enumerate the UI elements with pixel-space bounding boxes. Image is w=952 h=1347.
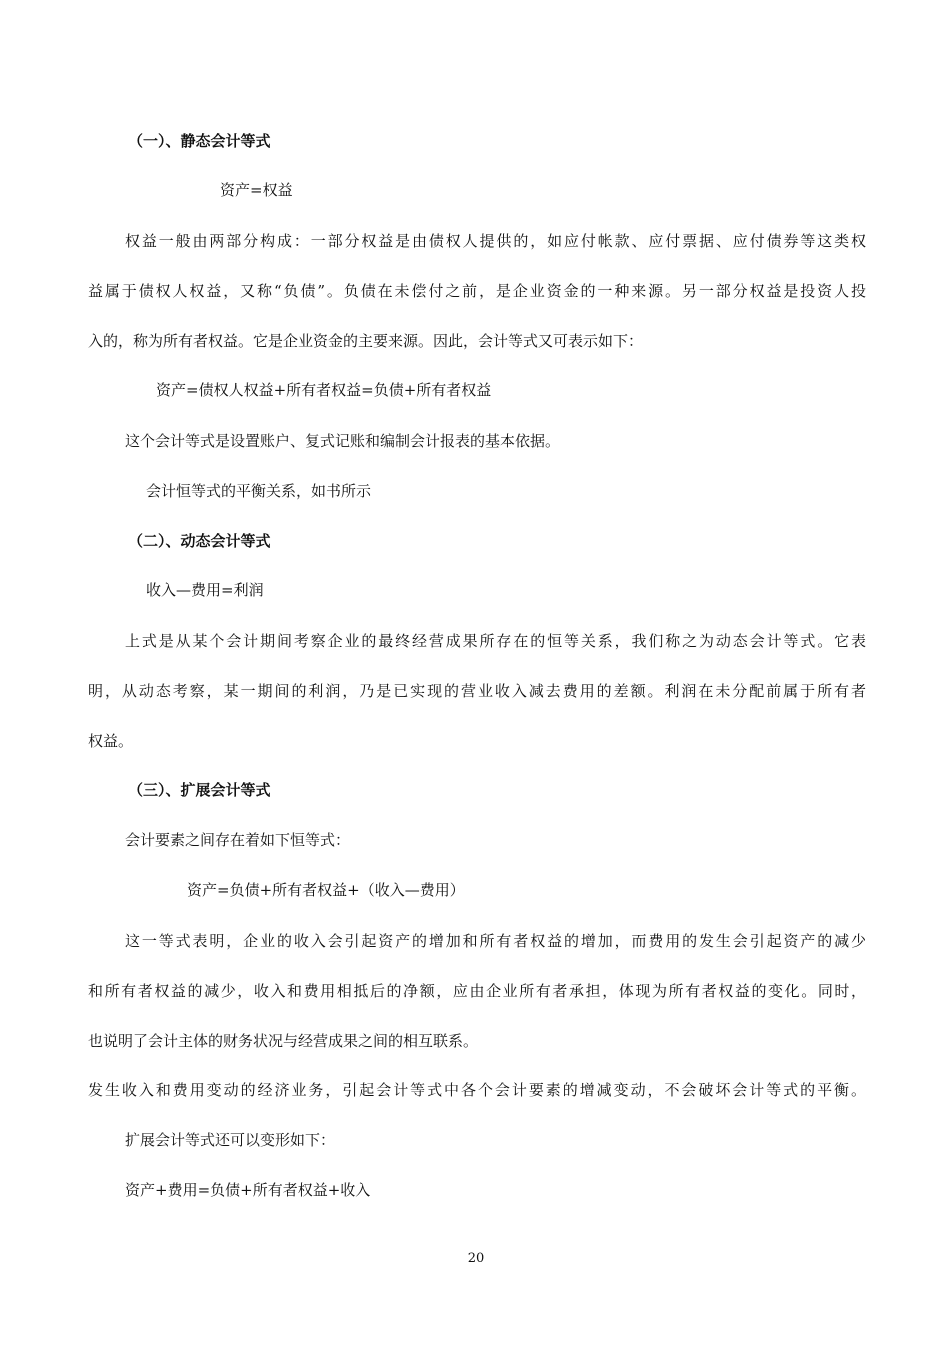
section2-equation: 收入—费用=利润 bbox=[146, 581, 264, 599]
section3-paragraph: 发生收入和费用变动的经济业务，引起会计等式中各个会计要素的增减变动，不会破坏会计等式的平衡。 bbox=[88, 1081, 866, 1099]
section1-equation-assets-equity: 资产=权益 bbox=[220, 181, 293, 199]
section3-equation-transformed: 资产+费用=负债+所有者权益+收入 bbox=[125, 1181, 371, 1199]
section3-equation: 资产=负债+所有者权益+（收入—费用） bbox=[187, 881, 465, 899]
section2-paragraph-line: 上式是从某个会计期间考察企业的最终经营成果所存在的恒等关系，我们称之为动态会计等式。它表 bbox=[125, 632, 866, 650]
section1-paragraph-line: 益属于债权人权益，又称“负债”。负债在未偿付之前，是企业资金的一种来源。另一部分权益是投资人投 bbox=[88, 282, 866, 300]
section3-paragraph-line: 也说明了会计主体的财务状况与经营成果之间的相互联系。 bbox=[88, 1032, 479, 1050]
section3-heading: （三）、扩展会计等式 bbox=[128, 781, 271, 799]
section1-heading: （一）、静态会计等式 bbox=[128, 132, 271, 150]
section1-paragraph: 这个会计等式是设置账户、复式记账和编制会计报表的基本依据。 bbox=[125, 432, 561, 450]
section3-intro: 会计要素之间存在着如下恒等式： bbox=[125, 831, 351, 849]
section3-transform-intro: 扩展会计等式还可以变形如下： bbox=[125, 1131, 336, 1149]
section3-paragraph-line: 这一等式表明，企业的收入会引起资产的增加和所有者权益的增加，而费用的发生会引起资产的减少 bbox=[125, 932, 866, 950]
section2-paragraph-line: 权益。 bbox=[88, 732, 134, 750]
page-number: 20 bbox=[467, 1251, 485, 1266]
section2-paragraph-line: 明，从动态考察，某一期间的利润，乃是已实现的营业收入减去费用的差额。利润在未分配前属于所有者 bbox=[88, 682, 866, 700]
section1-note: 会计恒等式的平衡关系，如书所示 bbox=[146, 482, 372, 500]
section1-paragraph-line: 入的，称为所有者权益。它是企业资金的主要来源。因此，会计等式又可表示如下： bbox=[88, 332, 644, 350]
section2-heading: （二）、动态会计等式 bbox=[128, 532, 271, 550]
section1-paragraph-line: 权益一般由两部分构成：一部分权益是由债权人提供的，如应付帐款、应付票据、应付债券等这类权 bbox=[125, 232, 866, 250]
section3-paragraph-line: 和所有者权益的减少，收入和费用相抵后的净额，应由企业所有者承担，体现为所有者权益的变化。同时， bbox=[88, 982, 866, 1000]
section1-equation-expanded: 资产=债权人权益+所有者权益=负债+所有者权益 bbox=[156, 381, 492, 399]
